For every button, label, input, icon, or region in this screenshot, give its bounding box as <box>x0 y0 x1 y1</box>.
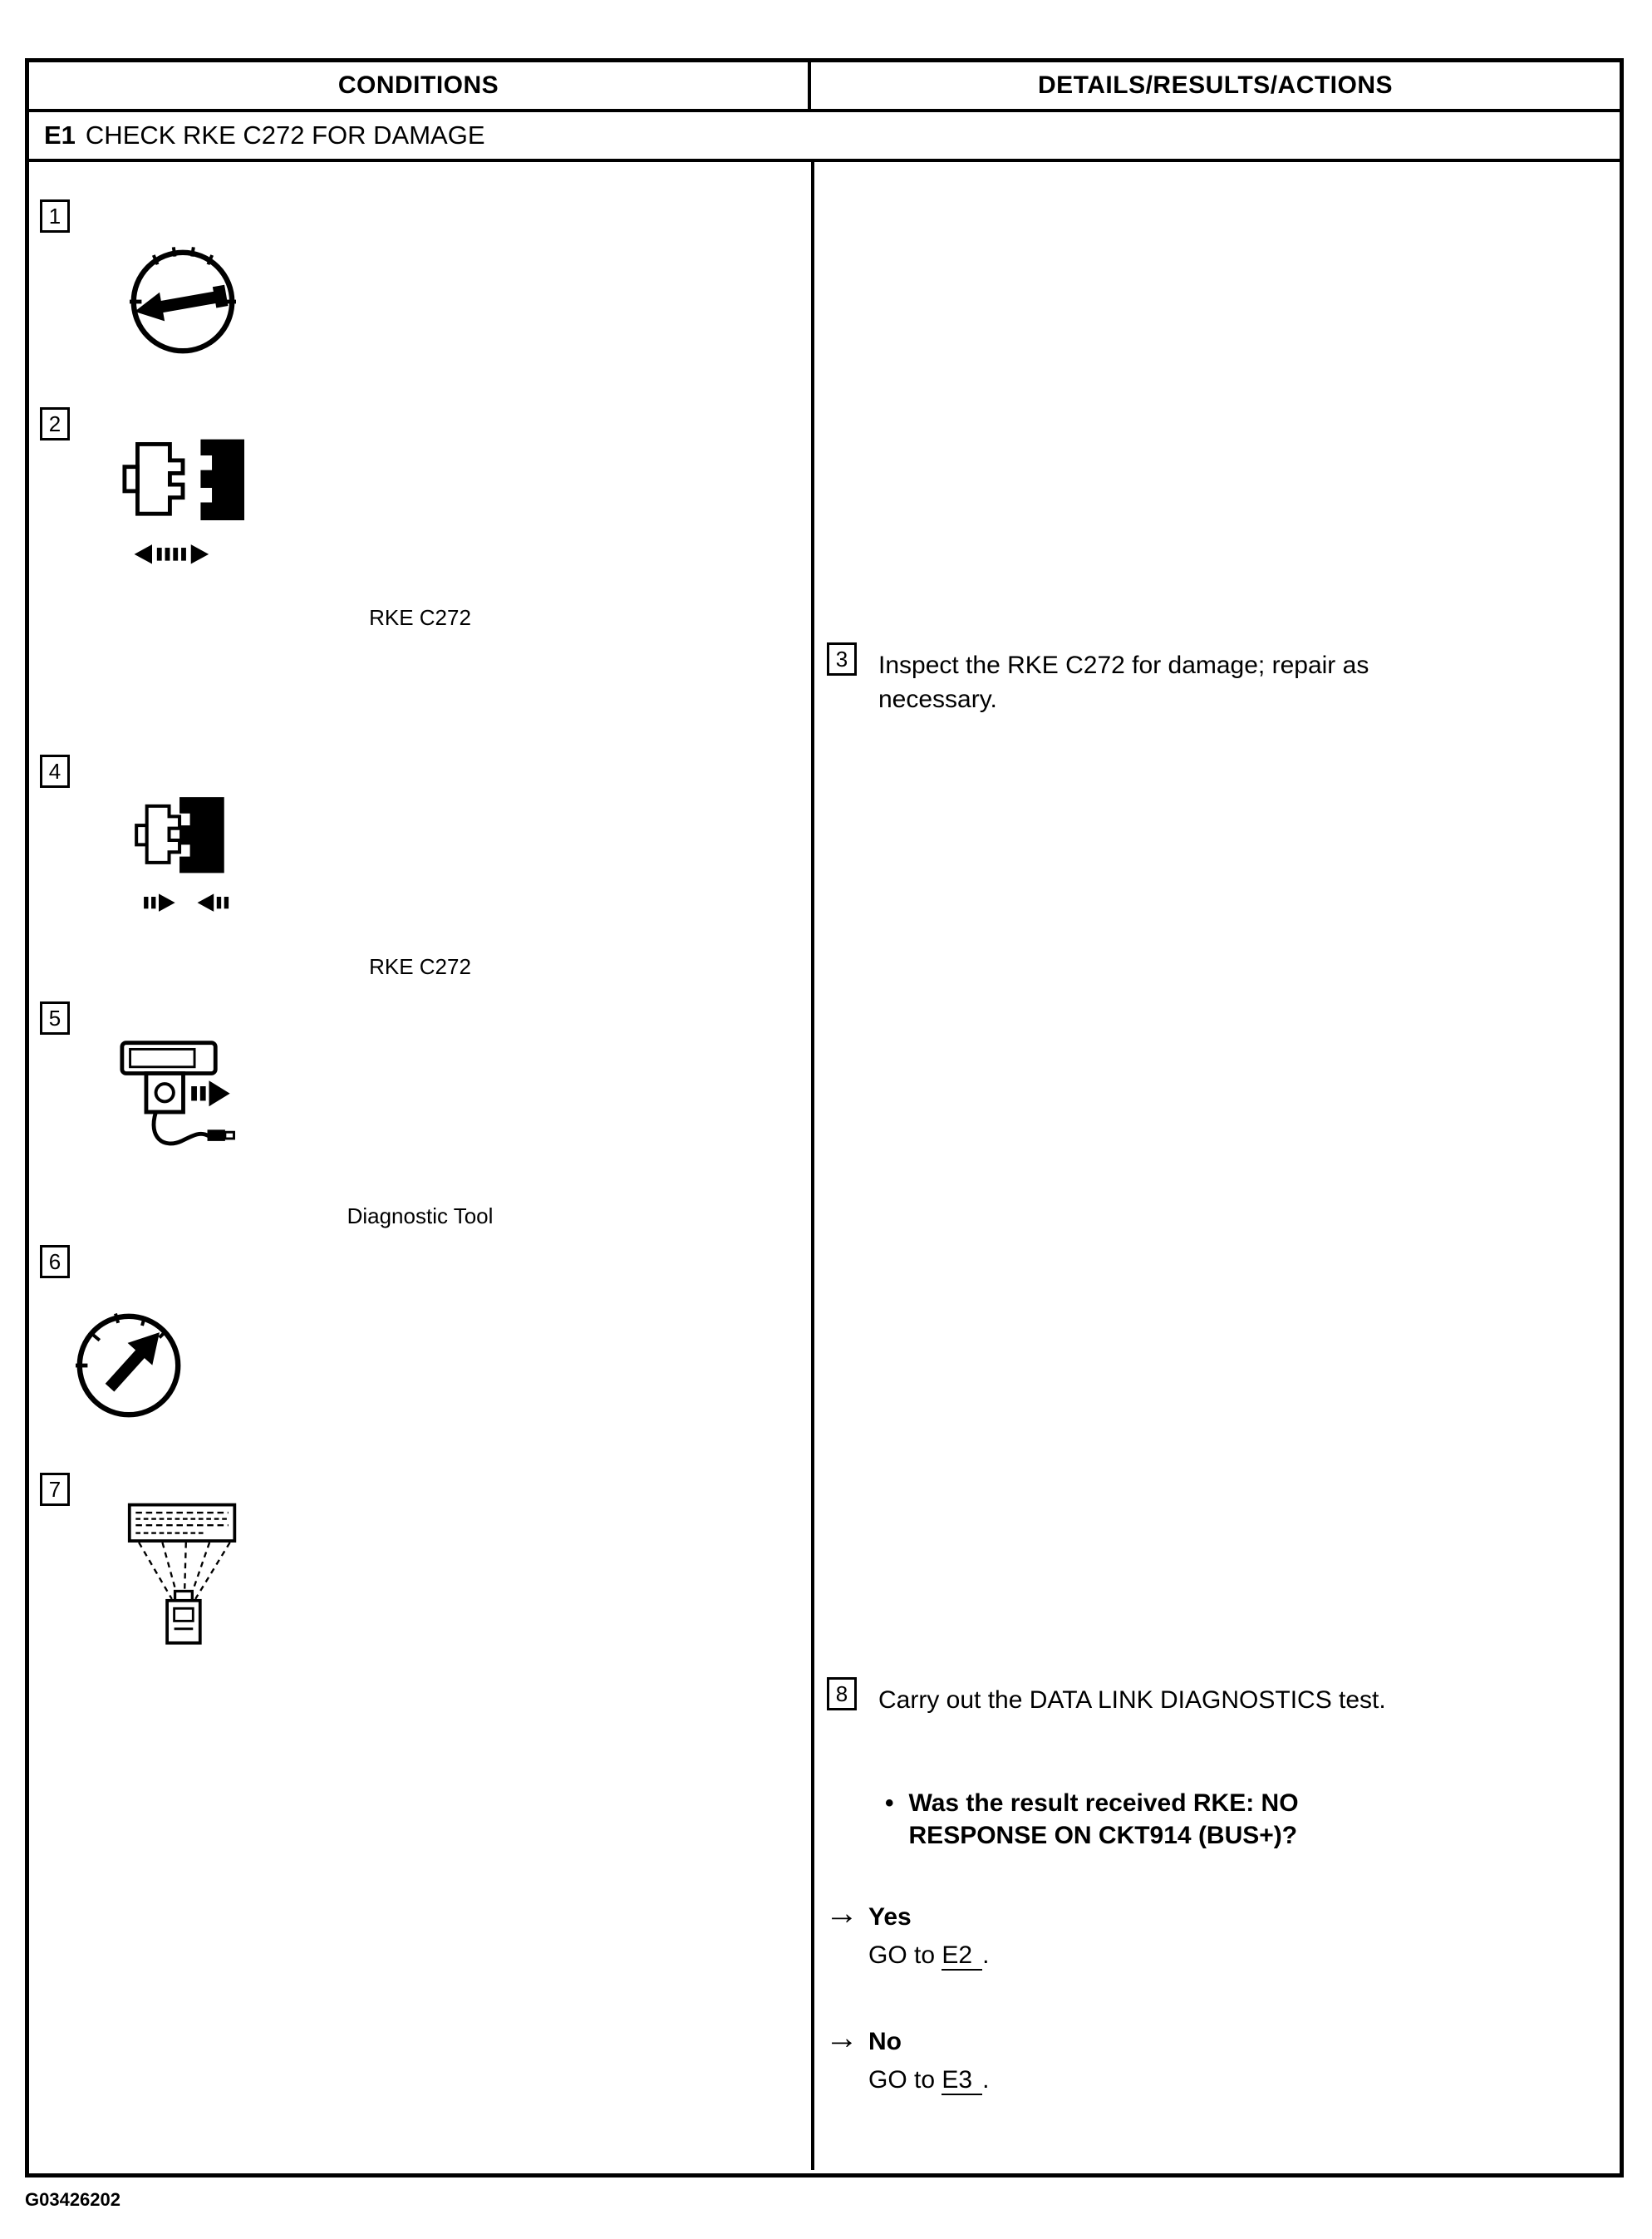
step-number: 3 <box>835 646 848 672</box>
result-arrow-icon: → <box>825 2020 858 2056</box>
step-number: 6 <box>48 1248 61 1274</box>
result-yes <box>825 1895 990 1970</box>
ignition-key-off-icon <box>116 235 249 368</box>
step-number-box <box>40 407 70 440</box>
icon-caption: RKE C272 <box>369 605 471 630</box>
step-number: 7 <box>48 1476 61 1502</box>
details-column-header: DETAILS/RESULTS/ACTIONS <box>1037 71 1394 99</box>
step-number-box <box>40 755 70 788</box>
connector-disconnect-icon <box>108 426 258 580</box>
result-answer: Yes <box>868 1903 912 1931</box>
result-action <box>868 2066 989 2094</box>
detail-step-text: Carry out the DATA LINK DIAGNOSTICS test. <box>878 1686 1386 1714</box>
step-number: 4 <box>48 758 61 784</box>
bullet-icon: • <box>885 1789 894 1817</box>
pinpoint-test-table <box>25 58 1624 2177</box>
step-number: 8 <box>835 1680 848 1706</box>
action-prefix: GO to <box>868 2066 942 2094</box>
result-question <box>885 1787 1371 1852</box>
section-title: CHECK RKE C272 FOR DAMAGE <box>85 121 485 150</box>
result-no <box>825 2020 990 2094</box>
action-suffix: . <box>982 1941 990 1969</box>
connector-connect-icon <box>120 784 253 925</box>
diagnostic-tool-icon <box>111 1035 256 1164</box>
step-number-box <box>40 1001 70 1035</box>
result-body <box>868 1903 989 1970</box>
link-e2[interactable]: E2 <box>942 1941 982 1971</box>
action-prefix: GO to <box>868 1941 942 1969</box>
step-number-box <box>40 1245 70 1278</box>
step-number-box <box>40 199 70 233</box>
result-body <box>868 2028 989 2094</box>
step-number-box <box>40 1473 70 1506</box>
step-number: 5 <box>48 1005 61 1031</box>
result-action <box>868 1941 989 1970</box>
icon-caption: RKE C272 <box>369 954 471 979</box>
icon-caption: Diagnostic Tool <box>347 1203 494 1228</box>
result-arrow-icon: → <box>825 1895 858 1931</box>
detail-step-3 <box>827 642 1414 716</box>
result-answer: No <box>868 2028 902 2055</box>
table-header-row <box>29 62 1620 112</box>
link-e3[interactable]: E3 <box>942 2066 982 2095</box>
step-number-box <box>827 642 857 676</box>
detail-step-text: Inspect the RKE C272 for damage; repair as necessary. <box>878 652 1369 713</box>
question-text: Was the result received RKE: NO RESPONSE ON CKT914 (BUS+)? <box>908 1789 1299 1849</box>
ignition-key-run-icon <box>62 1299 195 1432</box>
details-column <box>814 162 1620 2170</box>
section-title-row <box>29 112 1620 162</box>
action-suffix: . <box>982 2066 990 2094</box>
rke-transmitter-icon <box>112 1496 253 1658</box>
step-number: 2 <box>48 411 61 436</box>
figure-id: G03426202 <box>25 2189 120 2210</box>
conditions-column <box>29 162 811 2170</box>
detail-step-8 <box>827 1677 1386 1718</box>
step-number-box <box>827 1677 857 1710</box>
step-number: 1 <box>48 203 61 229</box>
section-id: E1 <box>44 121 76 150</box>
conditions-column-header: CONDITIONS <box>29 62 811 109</box>
table-body <box>29 162 1620 2170</box>
